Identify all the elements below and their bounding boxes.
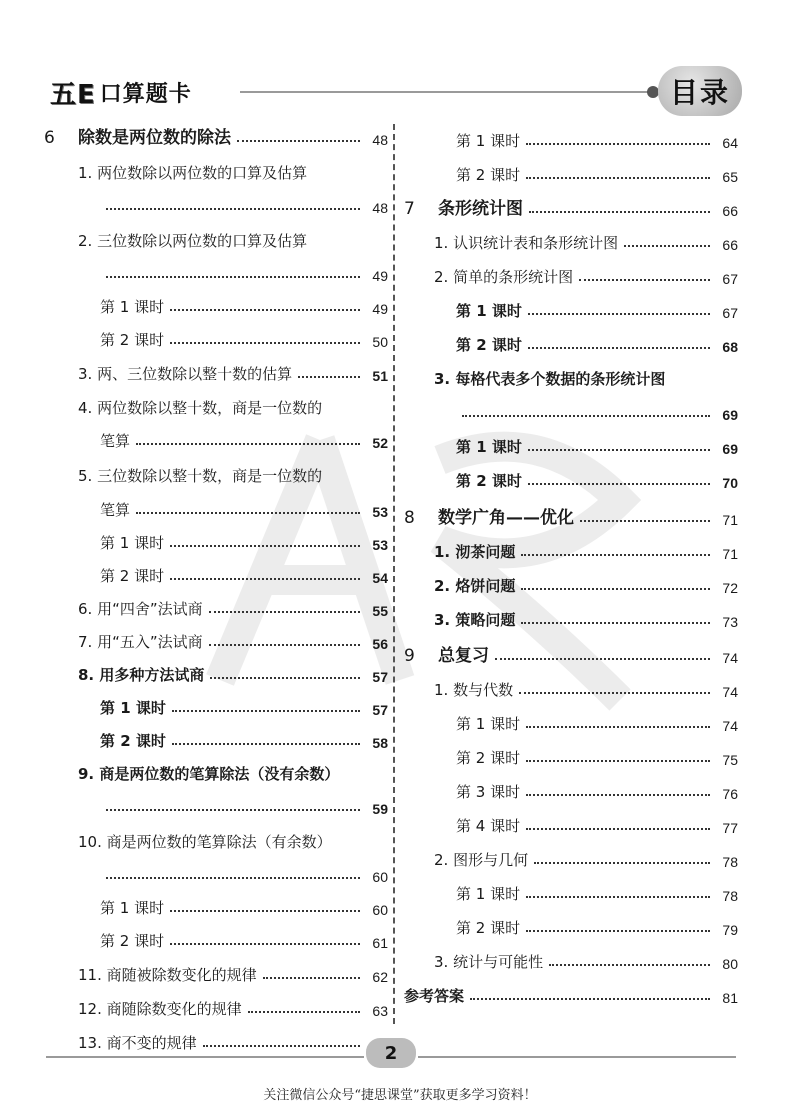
entry-page-number: 67 bbox=[722, 305, 738, 321]
chapter-heading bbox=[404, 503, 574, 528]
entry-label: 12. 商随除数变化的规律 bbox=[78, 1000, 242, 1018]
entry-page-number: 77 bbox=[722, 820, 738, 836]
dot-leader bbox=[528, 347, 710, 349]
toc-entry bbox=[78, 390, 388, 418]
toc-entry bbox=[78, 1025, 388, 1053]
toc-entry bbox=[78, 657, 388, 685]
toc-chapter-entry bbox=[404, 638, 738, 666]
toc-entry bbox=[78, 356, 388, 384]
dot-leader bbox=[170, 578, 360, 580]
toc-entry bbox=[456, 395, 738, 423]
chapter-heading bbox=[404, 641, 489, 666]
entry-page-number: 69 bbox=[722, 441, 738, 457]
dot-leader bbox=[526, 760, 710, 762]
dot-leader bbox=[170, 943, 360, 945]
toc-entry bbox=[100, 723, 388, 751]
entry-label: 6. 用“四舍”法试商 bbox=[78, 600, 203, 618]
toc-entry bbox=[100, 923, 388, 951]
entry-label: 第 2 课时 bbox=[456, 749, 521, 767]
entry-page-number: 79 bbox=[722, 922, 738, 938]
entry-label: 第 1 课时 bbox=[456, 302, 522, 320]
dot-leader bbox=[529, 211, 710, 213]
dot-leader bbox=[526, 726, 710, 728]
toc-entry bbox=[456, 876, 738, 904]
chapter-title: 条形统计图 bbox=[438, 199, 523, 219]
entry-label: 1. 沏茶问题 bbox=[434, 543, 516, 561]
entry-page-number: 57 bbox=[372, 669, 388, 685]
dot-leader bbox=[528, 449, 710, 451]
toc-chapter-entry bbox=[44, 120, 388, 148]
entry-page-number: 61 bbox=[372, 935, 388, 951]
toc-entry bbox=[78, 591, 388, 619]
entry-label: 笔算 bbox=[100, 432, 131, 450]
entry-page-number: 66 bbox=[722, 237, 738, 253]
entry-page-number: 50 bbox=[372, 334, 388, 350]
entry-label: 第 2 课时 bbox=[100, 732, 166, 750]
toc-entry bbox=[456, 157, 738, 185]
toc-entry bbox=[434, 259, 738, 287]
dot-leader bbox=[624, 245, 710, 247]
entry-page-number: 64 bbox=[722, 135, 738, 151]
toc-entry bbox=[434, 672, 738, 700]
entry-page-number: 69 bbox=[722, 407, 738, 423]
entry-page-number: 80 bbox=[722, 956, 738, 972]
toc-entry bbox=[434, 534, 738, 562]
dot-leader bbox=[106, 877, 360, 879]
toc-entry bbox=[456, 327, 738, 355]
entry-page-number: 70 bbox=[722, 475, 738, 491]
dot-leader bbox=[106, 276, 360, 278]
entry-label: 3. 统计与可能性 bbox=[434, 953, 544, 971]
dot-leader bbox=[203, 1045, 360, 1047]
dot-leader bbox=[528, 483, 710, 485]
entry-page-number: 48 bbox=[372, 200, 388, 216]
dot-leader bbox=[495, 658, 710, 660]
entry-page-number: 71 bbox=[722, 546, 738, 562]
footer-note: 关注微信公众号“捷思课堂”获取更多学习资料！ bbox=[263, 1088, 537, 1103]
dot-leader bbox=[170, 910, 360, 912]
entry-page-number: 65 bbox=[722, 169, 738, 185]
brand-main: 五E bbox=[50, 79, 96, 110]
entry-label: 第 2 课时 bbox=[100, 331, 165, 349]
dot-leader bbox=[106, 809, 360, 811]
entry-label: 第 4 课时 bbox=[456, 817, 521, 835]
entry-label: 第 1 课时 bbox=[100, 899, 165, 917]
entry-label: 2. 简单的条形统计图 bbox=[434, 268, 574, 286]
dot-leader bbox=[209, 644, 360, 646]
entry-page-number: 74 bbox=[722, 684, 738, 700]
entry-page-number: 62 bbox=[372, 969, 388, 985]
toc-entry bbox=[434, 842, 738, 870]
chapter-heading bbox=[44, 123, 231, 148]
toc-entry bbox=[456, 774, 738, 802]
entry-page-number: 49 bbox=[372, 301, 388, 317]
entry-page-number: 68 bbox=[722, 339, 738, 355]
entry-page-number: 66 bbox=[722, 203, 738, 219]
brand-logo bbox=[50, 74, 192, 110]
entry-page-number: 53 bbox=[372, 537, 388, 553]
toc-entry bbox=[434, 944, 738, 972]
entry-label: 9. 商是两位数的笔算除法（没有余数） bbox=[78, 765, 340, 783]
toc-entry bbox=[456, 293, 738, 321]
toc-entry bbox=[100, 690, 388, 718]
dot-leader bbox=[237, 140, 360, 142]
dot-leader bbox=[170, 309, 360, 311]
dot-leader bbox=[521, 622, 710, 624]
dot-leader bbox=[526, 143, 710, 145]
chapter-heading bbox=[404, 194, 523, 219]
toc-entry bbox=[434, 361, 738, 389]
page-number-badge bbox=[366, 1038, 416, 1068]
entry-label: 第 2 课时 bbox=[456, 919, 521, 937]
dot-leader bbox=[106, 208, 360, 210]
toc-entry bbox=[100, 789, 388, 817]
dot-leader bbox=[534, 862, 710, 864]
toc-entry bbox=[434, 225, 738, 253]
toc-entry bbox=[100, 423, 388, 451]
entry-label: 第 2 课时 bbox=[456, 336, 522, 354]
entry-page-number: 74 bbox=[722, 718, 738, 734]
entry-page-number: 60 bbox=[372, 869, 388, 885]
entry-label: 参考答案 bbox=[404, 987, 465, 1005]
entry-label: 2. 烙饼问题 bbox=[434, 577, 516, 595]
page-number: 2 bbox=[384, 1042, 398, 1064]
entry-page-number: 67 bbox=[722, 271, 738, 287]
entry-label: 第 2 课时 bbox=[100, 567, 165, 585]
entry-page-number: 55 bbox=[372, 603, 388, 619]
toc-entry bbox=[78, 458, 388, 486]
toc-entry bbox=[100, 525, 388, 553]
dot-leader bbox=[526, 896, 710, 898]
entry-label: 8. 用多种方法试商 bbox=[78, 666, 205, 684]
entry-page-number: 78 bbox=[722, 888, 738, 904]
toc-entry bbox=[100, 558, 388, 586]
dot-leader bbox=[519, 692, 710, 694]
entry-label: 2. 三位数除以两位数的口算及估算 bbox=[78, 232, 308, 250]
toc-entry bbox=[456, 740, 738, 768]
dot-leader bbox=[470, 998, 710, 1000]
entry-page-number: 75 bbox=[722, 752, 738, 768]
entry-label: 第 2 课时 bbox=[100, 932, 165, 950]
dot-leader bbox=[521, 554, 710, 556]
toc-chapter-entry bbox=[404, 500, 738, 528]
entry-page-number: 51 bbox=[372, 368, 388, 384]
entry-label: 11. 商随被除数变化的规律 bbox=[78, 966, 257, 984]
dot-leader bbox=[170, 545, 360, 547]
toc-entry bbox=[78, 223, 388, 251]
entry-label: 5. 三位数除以整十数，商是一位数的 bbox=[78, 467, 323, 485]
footer-rule-right bbox=[418, 1056, 736, 1058]
entry-page-number: 49 bbox=[372, 268, 388, 284]
dot-leader bbox=[298, 376, 360, 378]
header-rule bbox=[240, 91, 650, 93]
entry-label: 13. 商不变的规律 bbox=[78, 1034, 197, 1052]
entry-page-number: 76 bbox=[722, 786, 738, 802]
entry-page-number: 59 bbox=[372, 801, 388, 817]
dot-leader bbox=[579, 279, 710, 281]
dot-leader bbox=[209, 611, 360, 613]
dot-leader bbox=[528, 313, 710, 315]
entry-label: 10. 商是两位数的笔算除法（有余数） bbox=[78, 833, 332, 851]
toc-chapter-entry bbox=[404, 191, 738, 219]
entry-page-number: 56 bbox=[372, 636, 388, 652]
dot-leader bbox=[549, 964, 710, 966]
dot-leader bbox=[526, 794, 710, 796]
toc-entry bbox=[434, 568, 738, 596]
chapter-title: 除数是两位数的除法 bbox=[78, 128, 231, 148]
toc-entry bbox=[100, 256, 388, 284]
entry-page-number: 73 bbox=[722, 614, 738, 630]
entry-label: 7. 用“五入”法试商 bbox=[78, 633, 203, 651]
toc-entry bbox=[456, 463, 738, 491]
chapter-number: 9 bbox=[404, 646, 415, 666]
dot-leader bbox=[580, 520, 710, 522]
entry-page-number: 78 bbox=[722, 854, 738, 870]
entry-page-number: 74 bbox=[722, 650, 738, 666]
entry-label: 3. 两、三位数除以整十数的估算 bbox=[78, 365, 293, 383]
dot-leader bbox=[170, 342, 360, 344]
dot-leader bbox=[210, 677, 360, 679]
entry-label: 2. 图形与几何 bbox=[434, 851, 529, 869]
toc-entry bbox=[78, 991, 388, 1019]
toc-title: 目录 bbox=[669, 76, 730, 109]
chapter-title: 数学广角——优化 bbox=[438, 508, 574, 528]
toc-entry bbox=[456, 123, 738, 151]
dot-leader bbox=[526, 828, 710, 830]
entry-page-number: 48 bbox=[372, 132, 388, 148]
entry-label: 第 1 课时 bbox=[456, 132, 521, 150]
toc-entry bbox=[456, 706, 738, 734]
entry-page-number: 63 bbox=[372, 1003, 388, 1019]
dot-leader bbox=[248, 1011, 360, 1013]
toc-entry bbox=[78, 624, 388, 652]
entry-page-number: 60 bbox=[372, 902, 388, 918]
page-header bbox=[0, 0, 800, 120]
entry-page-number: 53 bbox=[372, 504, 388, 520]
entry-label: 1. 两位数除以两位数的口算及估算 bbox=[78, 164, 308, 182]
entry-page-number: 72 bbox=[722, 580, 738, 596]
toc-entry bbox=[404, 978, 738, 1006]
entry-page-number: 81 bbox=[722, 990, 738, 1006]
toc-entry bbox=[100, 188, 388, 216]
entry-label: 第 1 课时 bbox=[100, 298, 165, 316]
dot-leader bbox=[263, 977, 360, 979]
chapter-number: 6 bbox=[44, 128, 55, 148]
dot-leader bbox=[521, 588, 710, 590]
dot-leader bbox=[462, 415, 710, 417]
dot-leader bbox=[172, 743, 360, 745]
toc-entry bbox=[78, 824, 388, 852]
dot-leader bbox=[136, 443, 360, 445]
dot-leader bbox=[526, 930, 710, 932]
toc-entry bbox=[78, 155, 388, 183]
toc-entry bbox=[456, 808, 738, 836]
entry-label: 4. 两位数除以整十数，商是一位数的 bbox=[78, 399, 323, 417]
entry-page-number: 52 bbox=[372, 435, 388, 451]
toc-entry bbox=[78, 957, 388, 985]
entry-label: 第 1 课时 bbox=[100, 699, 166, 717]
toc-entry bbox=[100, 289, 388, 317]
entry-page-number: 71 bbox=[722, 512, 738, 528]
toc-entry bbox=[100, 890, 388, 918]
brand-subtitle: 口算题卡 bbox=[99, 81, 192, 107]
chapter-number: 7 bbox=[404, 199, 415, 219]
toc-entry bbox=[434, 602, 738, 630]
chapter-title: 总复习 bbox=[438, 646, 489, 666]
entry-label: 1. 数与代数 bbox=[434, 681, 514, 699]
entry-label: 第 1 课时 bbox=[456, 715, 521, 733]
entry-label: 第 3 课时 bbox=[456, 783, 521, 801]
toc-entry bbox=[78, 756, 388, 784]
entry-label: 第 2 课时 bbox=[456, 166, 521, 184]
toc-entry bbox=[100, 322, 388, 350]
dot-leader bbox=[526, 177, 710, 179]
column-divider bbox=[393, 124, 395, 1024]
entry-label: 1. 认识统计表和条形统计图 bbox=[434, 234, 619, 252]
entry-page-number: 58 bbox=[372, 735, 388, 751]
toc-entry bbox=[456, 429, 738, 457]
entry-label: 3. 每格代表多个数据的条形统计图 bbox=[434, 370, 666, 388]
entry-label: 3. 策略问题 bbox=[434, 611, 516, 629]
dot-leader bbox=[172, 710, 360, 712]
chapter-number: 8 bbox=[404, 508, 415, 528]
footer-rule-left bbox=[46, 1056, 364, 1058]
entry-label: 笔算 bbox=[100, 501, 131, 519]
entry-label: 第 1 课时 bbox=[456, 885, 521, 903]
toc-title-badge bbox=[658, 66, 742, 116]
entry-label: 第 1 课时 bbox=[100, 534, 165, 552]
toc-entry bbox=[100, 492, 388, 520]
entry-page-number: 57 bbox=[372, 702, 388, 718]
toc-entry bbox=[456, 910, 738, 938]
dot-leader bbox=[136, 512, 360, 514]
entry-label: 第 2 课时 bbox=[456, 472, 522, 490]
toc-entry bbox=[100, 857, 388, 885]
entry-label: 第 1 课时 bbox=[456, 438, 522, 456]
entry-page-number: 54 bbox=[372, 570, 388, 586]
